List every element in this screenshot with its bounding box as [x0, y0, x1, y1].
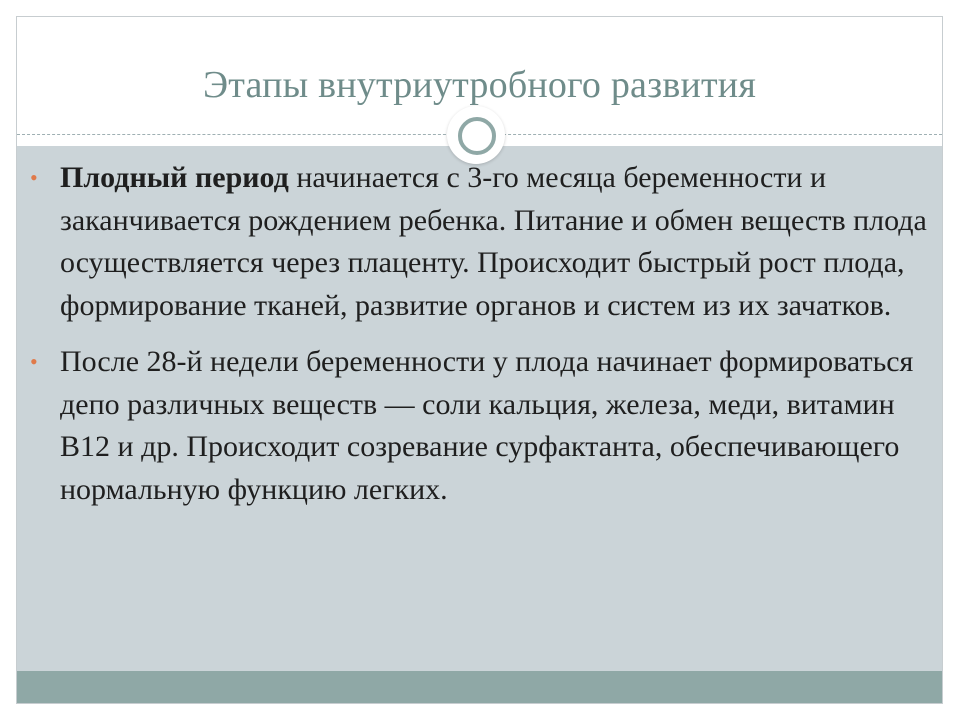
bullet-text: После 28-й недели беременности у плода начинает формироваться депо различных веществ — соли кальция, железа, меди, витамин B12 и др. Происходит созревание сурфактанта, обеспечивающего нормальную функцию легких.: [60, 345, 914, 506]
bullet-item-1: [30, 157, 930, 327]
bullet-dot-icon: •: [30, 349, 38, 374]
footer-band: [17, 671, 942, 703]
bullet-text: начинается с 3-го месяца беременности и заканчивается рождением ребенка. Питание и обмен веществ плода осуществляется через плаценту. Происходит быстрый рост плода, формирование тканей, развитие органов и систем из их зачатков.: [60, 161, 927, 322]
bullet-lead: Плодный период: [60, 161, 289, 194]
slide-title: Этапы внутриутробного развития: [202, 64, 757, 106]
circle-ornament-icon: [447, 106, 505, 164]
bullet-dot-icon: •: [30, 165, 38, 190]
bullet-item-2: [30, 341, 930, 511]
bullet-list: [30, 157, 930, 525]
